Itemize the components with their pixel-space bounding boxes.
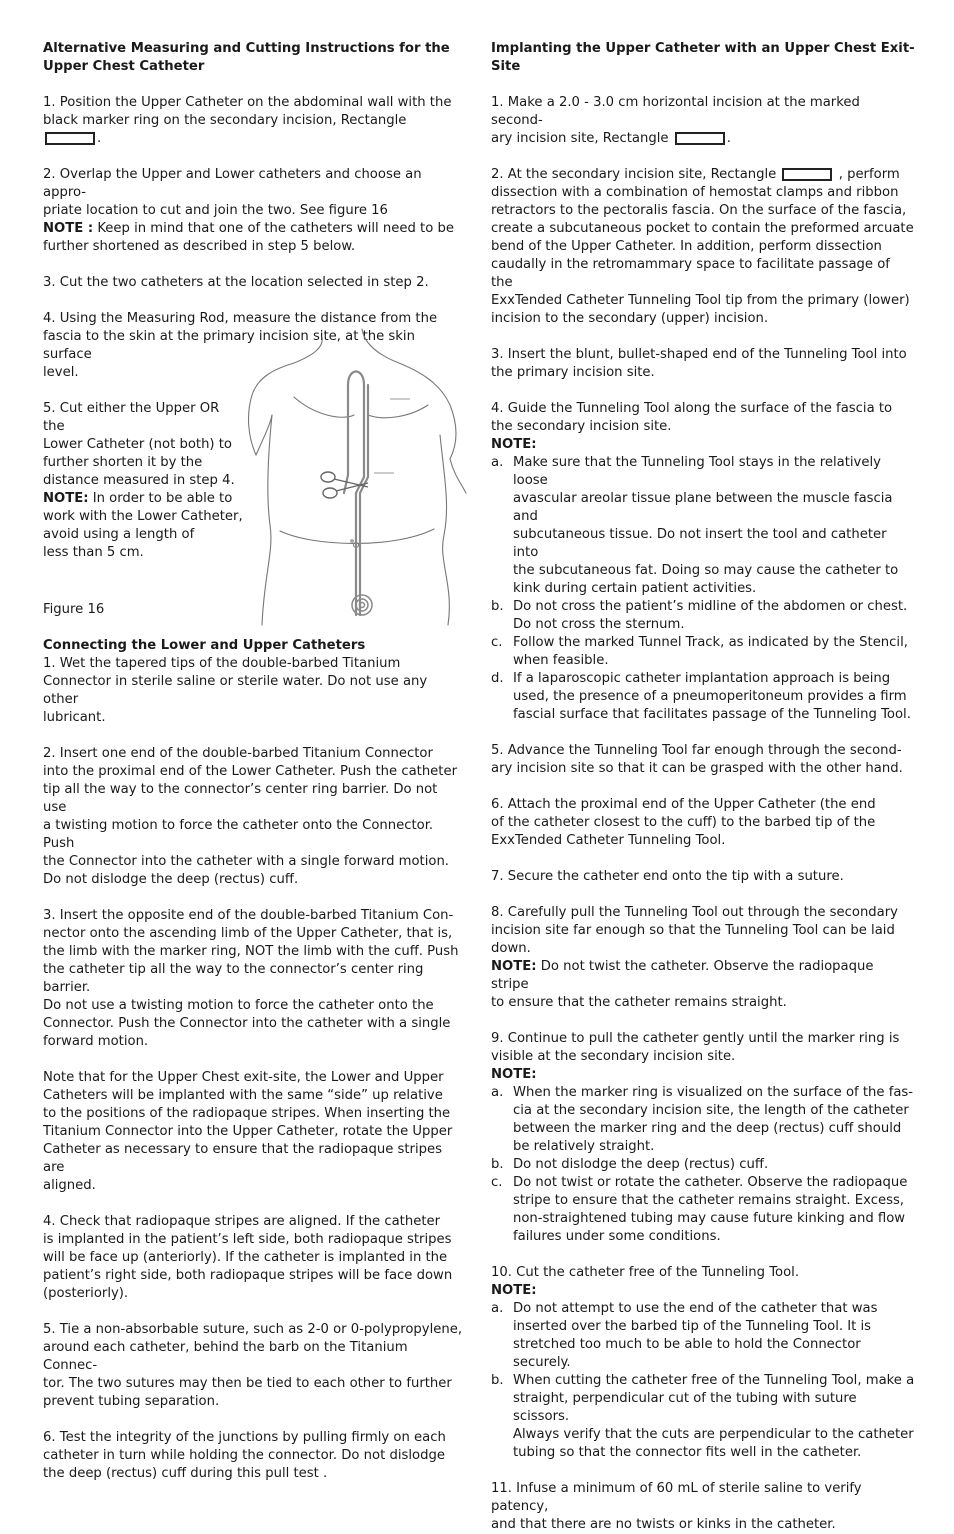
step-2: 2. Overlap the Upper and Lower catheters and choose an appro- priate location to cut and join the two. See figure 16 xyxy=(43,167,422,218)
implant-step-10: 10. Cut the catheter free of the Tunneling Tool. xyxy=(491,1265,800,1280)
implant-step-9-note: NOTE: xyxy=(491,1067,537,1082)
implant-step-4: 4. Guide the Tunneling Tool along the surface of the fascia to the secondary incision site. xyxy=(491,401,893,434)
left-heading: Alternative Measuring and Cutting Instructions for the Upper Chest Catheter xyxy=(43,41,450,74)
list-item: b. When cutting the catheter free of the Tunneling Tool, make a straight, perpendicular cut of the tubing with suture scissors. Always verify that the cuts are perpendicular to the catheter tubing so that the connector fits well in the catheter. xyxy=(491,1373,915,1460)
connect-step-3: 3. Insert the opposite end of the double-barbed Titanium Con- nector onto the ascending limb of the Upper Catheter, that is, the limb with the marker ring, NOT the limb with the cuff. Push the catheter tip all the way to the connector’s center ring barrier. Do not use a twisting motion to force the catheter onto the Connector. Push the Connector into the catheter with a single forward motion. xyxy=(43,908,459,1049)
torso-catheter-illustration xyxy=(244,325,470,627)
list-item: c. Do not twist or rotate the catheter. Observe the radiopaque stripe to ensure that the catheter remains straight. Excess, non-straightened tubing may cause future kinking and flow failures under some conditions. xyxy=(491,1175,908,1244)
implant-step-3: 3. Insert the blunt, bullet-shaped end of the Tunneling Tool into the primary incision site. xyxy=(491,347,907,380)
list-item: b. Do not cross the patient’s midline of the abdomen or chest. Do not cross the sternum. xyxy=(491,599,908,632)
connecting-section xyxy=(43,637,463,1483)
step-5-note: NOTE: In order to be able to work with the Lower Catheter, avoid using a length of less than 5 cm. xyxy=(43,491,243,560)
implant-step-5: 5. Advance the Tunneling Tool far enough through the second- ary incision site so that it can be grasped with the other hand. xyxy=(491,743,903,776)
list-item: a. When the marker ring is visualized on the surface of the fas- cia at the secondary incision site, the length of the catheter between the marker ring and the deep (rectus) cuff should be relatively straight. xyxy=(491,1085,914,1154)
right-heading: Implanting the Upper Catheter with an Upper Chest Exit-Site xyxy=(491,41,915,74)
connect-step-2: 2. Insert one end of the double-barbed Titanium Connector into the proximal end of the Lower Catheter. Push the catheter tip all the way to the connector’s center ring barrier. Do not use a twisting motion to force the catheter onto the Connector. Push the Connector into the catheter with a single forward motion. Do not dislodge the deep (rectus) cuff. xyxy=(43,746,457,887)
implant-step-1: 1. Make a 2.0 - 3.0 cm horizontal incision at the marked second- ary incision site, Rectangle . xyxy=(491,95,860,146)
rectangle-marker-icon xyxy=(45,132,95,145)
step-4: 4. Using the Measuring Rod, measure the distance from the fascia to the skin at the primary incision site, at the skin surface level. xyxy=(43,311,438,380)
connect-note: Note that for the Upper Chest exit-site, the Lower and Upper Catheters will be implanted with the same “side” up relative to the positions of the radiopaque stripes. When inserting the Titanium Connector into the Upper Catheter, rotate the Upper Catheter as necessary to ensure that the radiopaque stripes are aligned. xyxy=(43,1070,453,1193)
connect-step-4: 4. Check that radiopaque stripes are aligned. If the catheter is implanted in the patient’s left side, both radiopaque stripes will be face up (anteriorly). If the catheter is implanted in the patient’s right side, both radiopaque stripes will be face down (posteriorly). xyxy=(43,1214,453,1301)
list-item: a. Do not attempt to use the end of the catheter that was inserted over the barbed tip of the Tunneling Tool. It is stretched too much to be able to hold the Connector securely. xyxy=(491,1301,878,1370)
step-5: 5. Cut either the Upper OR the Lower Catheter (not both) to further shorten it by the distance measured in step 4. xyxy=(43,401,235,488)
implant-step-9-list xyxy=(491,1084,915,1246)
connect-step-6: 6. Test the integrity of the junctions by pulling firmly on each catheter in turn while holding the connector. Do not dislodge the deep (rectus) cuff during this pull test . xyxy=(43,1430,446,1481)
implant-step-11: 11. Infuse a minimum of 60 mL of sterile saline to verify patency, and that there are no twists or kinks in the catheter. xyxy=(491,1481,862,1532)
connect-heading: Connecting the Lower and Upper Catheters xyxy=(43,638,366,653)
implant-step-7: 7. Secure the catheter end onto the tip with a suture. xyxy=(491,869,844,884)
rectangle-marker-icon xyxy=(675,132,725,145)
step-3: 3. Cut the two catheters at the location selected in step 2. xyxy=(43,275,429,290)
list-item: c. Follow the marked Tunnel Track, as indicated by the Stencil, when feasible. xyxy=(491,635,908,668)
implant-step-10-list xyxy=(491,1300,915,1462)
list-item: a. Make sure that the Tunneling Tool stays in the relatively loose avascular areolar tissue plane between the muscle fascia and subcutaneous tissue. Do not insert the tool and catheter into the subcutaneous fat. Doing so may cause the catheter to kink during certain patient activities. xyxy=(491,455,899,596)
implant-step-2: 2. At the secondary incision site, Rectangle , perform dissection with a combination of hemostat clamps and ribbon retractors to the pectoralis fascia. On the surface of the fascia, create a subcutaneous pocket to contain the preformed arcuate bend of the Upper Catheter. In addition, perform dissection caudally in the retromammary space to facilitate passage of the ExxTended Catheter Tunneling Tool tip from the primary (lower) incision to the secondary (upper) incision. xyxy=(491,167,914,326)
implant-step-9: 9. Continue to pull the catheter gently until the marker ring is visible at the secondary incision site. xyxy=(491,1031,900,1064)
step-1: 1. Position the Upper Catheter on the abdominal wall with the black marker ring on the secondary incision, Rectangle . xyxy=(43,95,452,146)
figure-caption: Figure 16 xyxy=(43,602,105,617)
rectangle-marker-icon xyxy=(782,168,832,181)
connect-step-1: 1. Wet the tapered tips of the double-barbed Titanium Connector in sterile saline or sterile water. Do not use any other lubricant. xyxy=(43,656,428,725)
implant-step-8-note: NOTE: Do not twist the catheter. Observe the radiopaque stripe to ensure that the catheter remains straight. xyxy=(491,959,874,1010)
implant-step-4-note: NOTE: xyxy=(491,437,537,452)
implant-step-4-list xyxy=(491,454,915,724)
implant-step-10-note: NOTE: xyxy=(491,1283,537,1298)
list-item: b. Do not dislodge the deep (rectus) cuff. xyxy=(491,1157,769,1172)
list-item: d. If a laparoscopic catheter implantation approach is being used, the presence of a pneumoperitoneum provides a firm fascial surface that facilitates passage of the Tunneling Tool. xyxy=(491,671,911,722)
implant-step-6: 6. Attach the proximal end of the Upper Catheter (the end of the catheter closest to the cuff) to the barbed tip of the ExxTended Catheter Tunneling Tool. xyxy=(491,797,876,848)
implant-step-8: 8. Carefully pull the Tunneling Tool out through the secondary incision site far enough so that the Tunneling Tool can be laid down. xyxy=(491,905,898,956)
step-2-note: NOTE : Keep in mind that one of the catheters will need to be further shortened as described in step 5 below. xyxy=(43,221,454,254)
connect-step-5: 5. Tie a non-absorbable suture, such as 2-0 or 0-polypropylene, around each catheter, behind the barb on the Titanium Connec- tor. The two sutures may then be tied to each other to further prevent tubing separation. xyxy=(43,1322,463,1409)
right-column xyxy=(491,40,915,1534)
